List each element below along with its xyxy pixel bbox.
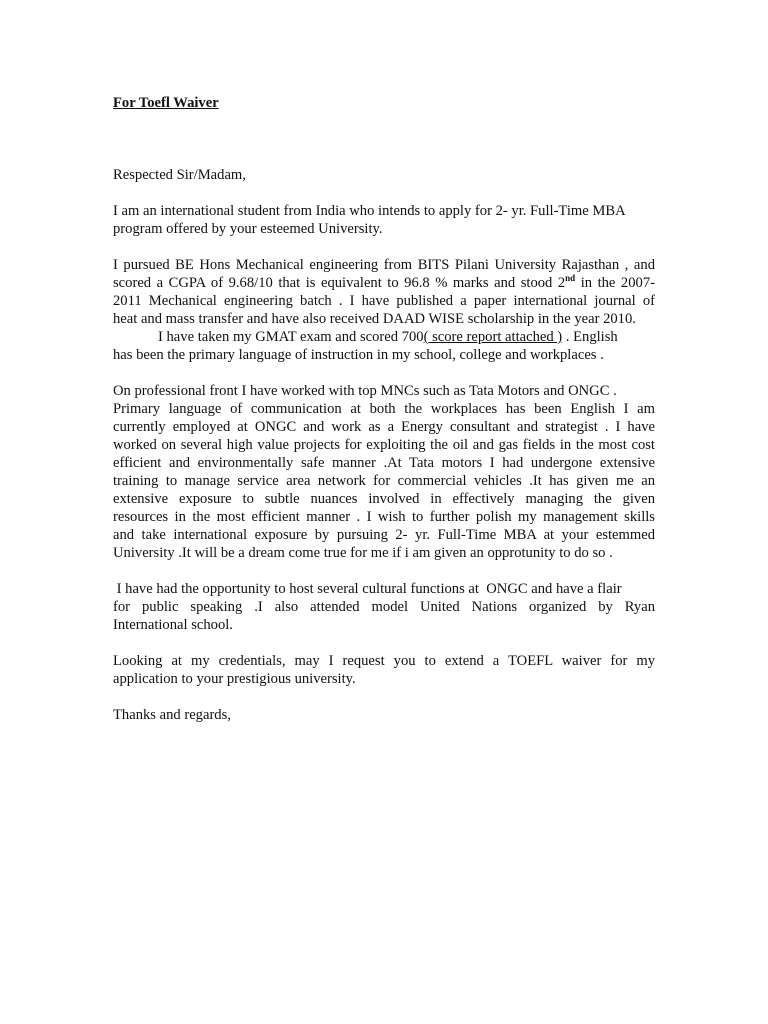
professional-line: worked on several high value projects for exploiting the oil and gas fields in the most cost <box>113 437 655 453</box>
education-line: 2011 Mechanical engineering batch . I have published a paper international journal of <box>113 293 655 309</box>
salutation: Respected Sir/Madam, <box>113 167 246 183</box>
professional-line: On professional front I have worked with top MNCs such as Tata Motors and ONGC . <box>113 383 617 399</box>
professional-line: University .It will be a dream come true for me if i am given an opprotunity to do so . <box>113 545 613 561</box>
professional-line: Primary language of communication at both the workplaces has been English I am <box>113 401 655 417</box>
closing: Thanks and regards, <box>113 707 231 723</box>
education-line-text: I have taken my GMAT exam and scored 700 <box>158 329 424 345</box>
professional-line: and take international exposure by pursuing 2- yr. Full-Time MBA at your estemmed <box>113 527 655 543</box>
professional-line: training to manage service area network for commercial vehicles .It has given me an <box>113 473 655 489</box>
education-line: heat and mass transfer and have also received DAAD WISE scholarship in the year 2010. <box>113 311 636 327</box>
activities-line: International school. <box>113 617 233 633</box>
request-line: Looking at my credentials, may I request you to extend a TOEFL waiver for my <box>113 653 655 669</box>
intro-paragraph <box>113 202 655 238</box>
education-line-text: in the 2007- <box>575 275 655 291</box>
professional-line: currently employed at ONGC and work as a Energy consultant and strategist . I have <box>113 419 655 435</box>
education-line-text: scored a CGPA of 9.68/10 that is equivalent to 96.8 % marks and stood 2 <box>113 275 566 291</box>
letter-heading: For Toefl Waiver <box>113 95 219 111</box>
activities-line: I have had the opportunity to host several cultural functions at ONGC and have a flair <box>113 581 622 597</box>
education-line <box>113 328 655 346</box>
professional-line: efficient and environmentally safe manner .At Tata motors I had undergone extensive <box>113 455 655 471</box>
intro-line: I am an international student from India who intends to apply for 2- yr. Full-Time MBA <box>113 203 626 219</box>
professional-paragraph <box>113 382 655 562</box>
letter-body <box>113 166 655 742</box>
intro-line: program offered by your esteemed University. <box>113 221 383 237</box>
professional-line: extensive exposure to subtle nuances involved in effectively managing the given <box>113 491 655 507</box>
activities-line: for public speaking .I also attended model United Nations organized by Ryan <box>113 599 655 615</box>
score-report-link: ( score report attached ) <box>423 329 563 345</box>
ordinal-suffix: nd <box>565 273 576 283</box>
education-line-text: . English <box>562 329 618 345</box>
education-line: has been the primary language of instruction in my school, college and workplaces . <box>113 347 604 363</box>
request-line: application to your prestigious university. <box>113 671 356 687</box>
education-paragraph <box>113 256 655 364</box>
professional-line: resources in the most efficient manner . I wish to further polish my management skills <box>113 509 655 525</box>
request-paragraph <box>113 652 655 688</box>
education-line: I pursued BE Hons Mechanical engineering from BITS Pilani University Rajasthan , and <box>113 257 655 273</box>
activities-paragraph <box>113 580 655 634</box>
education-line <box>113 274 655 292</box>
